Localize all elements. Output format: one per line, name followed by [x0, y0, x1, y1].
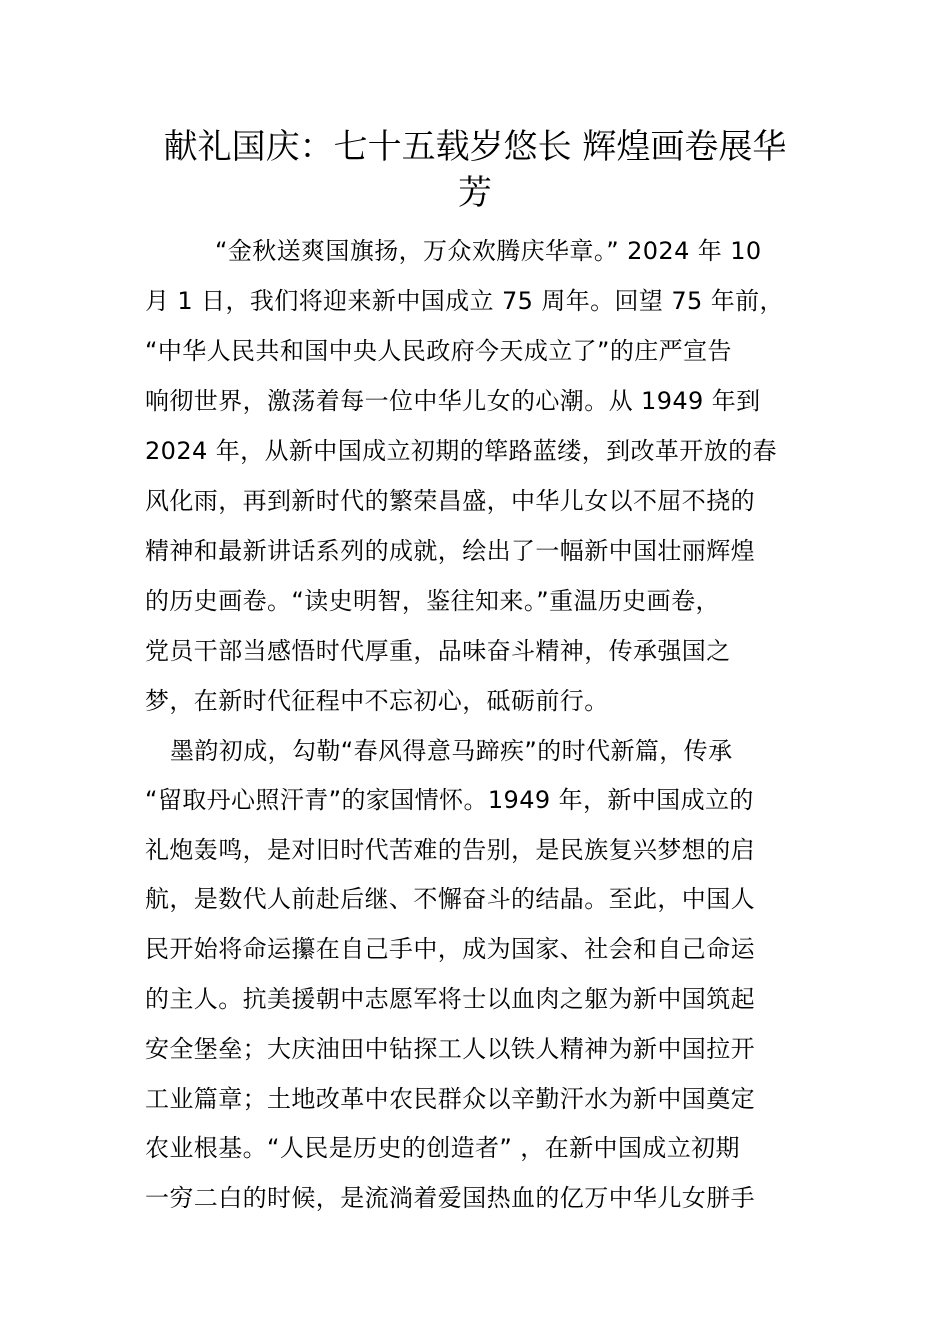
title-line: 芳 [458, 173, 492, 213]
paragraph-1-line: 党员干部当感悟时代厚重，品味奋斗精神，传承强国之 [145, 637, 731, 665]
paragraph-2-line: 墨韵初成，勾勒“春风得意马蹄疾”的时代新篇，传承 [170, 737, 733, 765]
paragraph-2-line: 礼炮轰鸣，是对旧时代苦难的告别，是民族复兴梦想的启 [145, 836, 755, 864]
paragraph-2-line: 一穷二白的时候，是流淌着爱国热血的亿万中华儿女胼手 [145, 1184, 755, 1212]
paragraph-1-line: 精神和最新讲话系列的成就，绘出了一幅新中国壮丽辉煌 [145, 537, 755, 565]
paragraph-1-line: “中华人民共和国中央人民政府今天成立了”的庄严宣告 [145, 337, 732, 365]
paragraph-1-line: 梦，在新时代征程中不忘初心，砥砺前行。 [145, 687, 609, 715]
paragraph-2-line: 的主人。抗美援朝中志愿军将士以血肉之躯为新中国筑起 [145, 985, 755, 1013]
paragraph-1-line: 月 1 日，我们将迎来新中国成立 75 周年。回望 75 年前， [145, 287, 784, 315]
paragraph-2-line: 安全堡垒；大庆油田中钻探工人以铁人精神为新中国拉开 [145, 1035, 755, 1063]
paragraph-1-line: 响彻世界，激荡着每一位中华儿女的心潮。从 1949 年到 [145, 387, 761, 415]
paragraph-2-line: 航，是数代人前赴后继、不懈奋斗的结晶。至此，中国人 [145, 885, 755, 913]
paragraph-2-line: “留取丹心照汗青”的家国情怀。1949 年，新中国成立的 [145, 786, 754, 814]
paragraph-1-line: “金秋送爽国旗扬，万众欢腾庆华章。” 2024 年 10 [215, 237, 762, 265]
paragraph-1-line: 的历史画卷。“读史明智，鉴往知来。”重温历史画卷， [145, 587, 720, 615]
paragraph-2-line: 民开始将命运攥在自己手中，成为国家、社会和自己命运 [145, 935, 755, 963]
paragraph-1-line: 风化雨，再到新时代的繁荣昌盛，中华儿女以不屈不挠的 [145, 487, 755, 515]
paragraph-1-line: 2024 年，从新中国成立初期的筚路蓝缕，到改革开放的春 [145, 437, 777, 465]
paragraph-2-line: 农业根基。“人民是历史的创造者” ，在新中国成立初期 [145, 1134, 740, 1162]
document-title [130, 124, 820, 216]
paragraph-2-line: 工业篇章；土地改革中农民群众以辛勤汗水为新中国奠定 [145, 1085, 755, 1113]
title-line: 献礼国庆：七十五载岁悠长 辉煌画卷展华 [163, 127, 787, 167]
